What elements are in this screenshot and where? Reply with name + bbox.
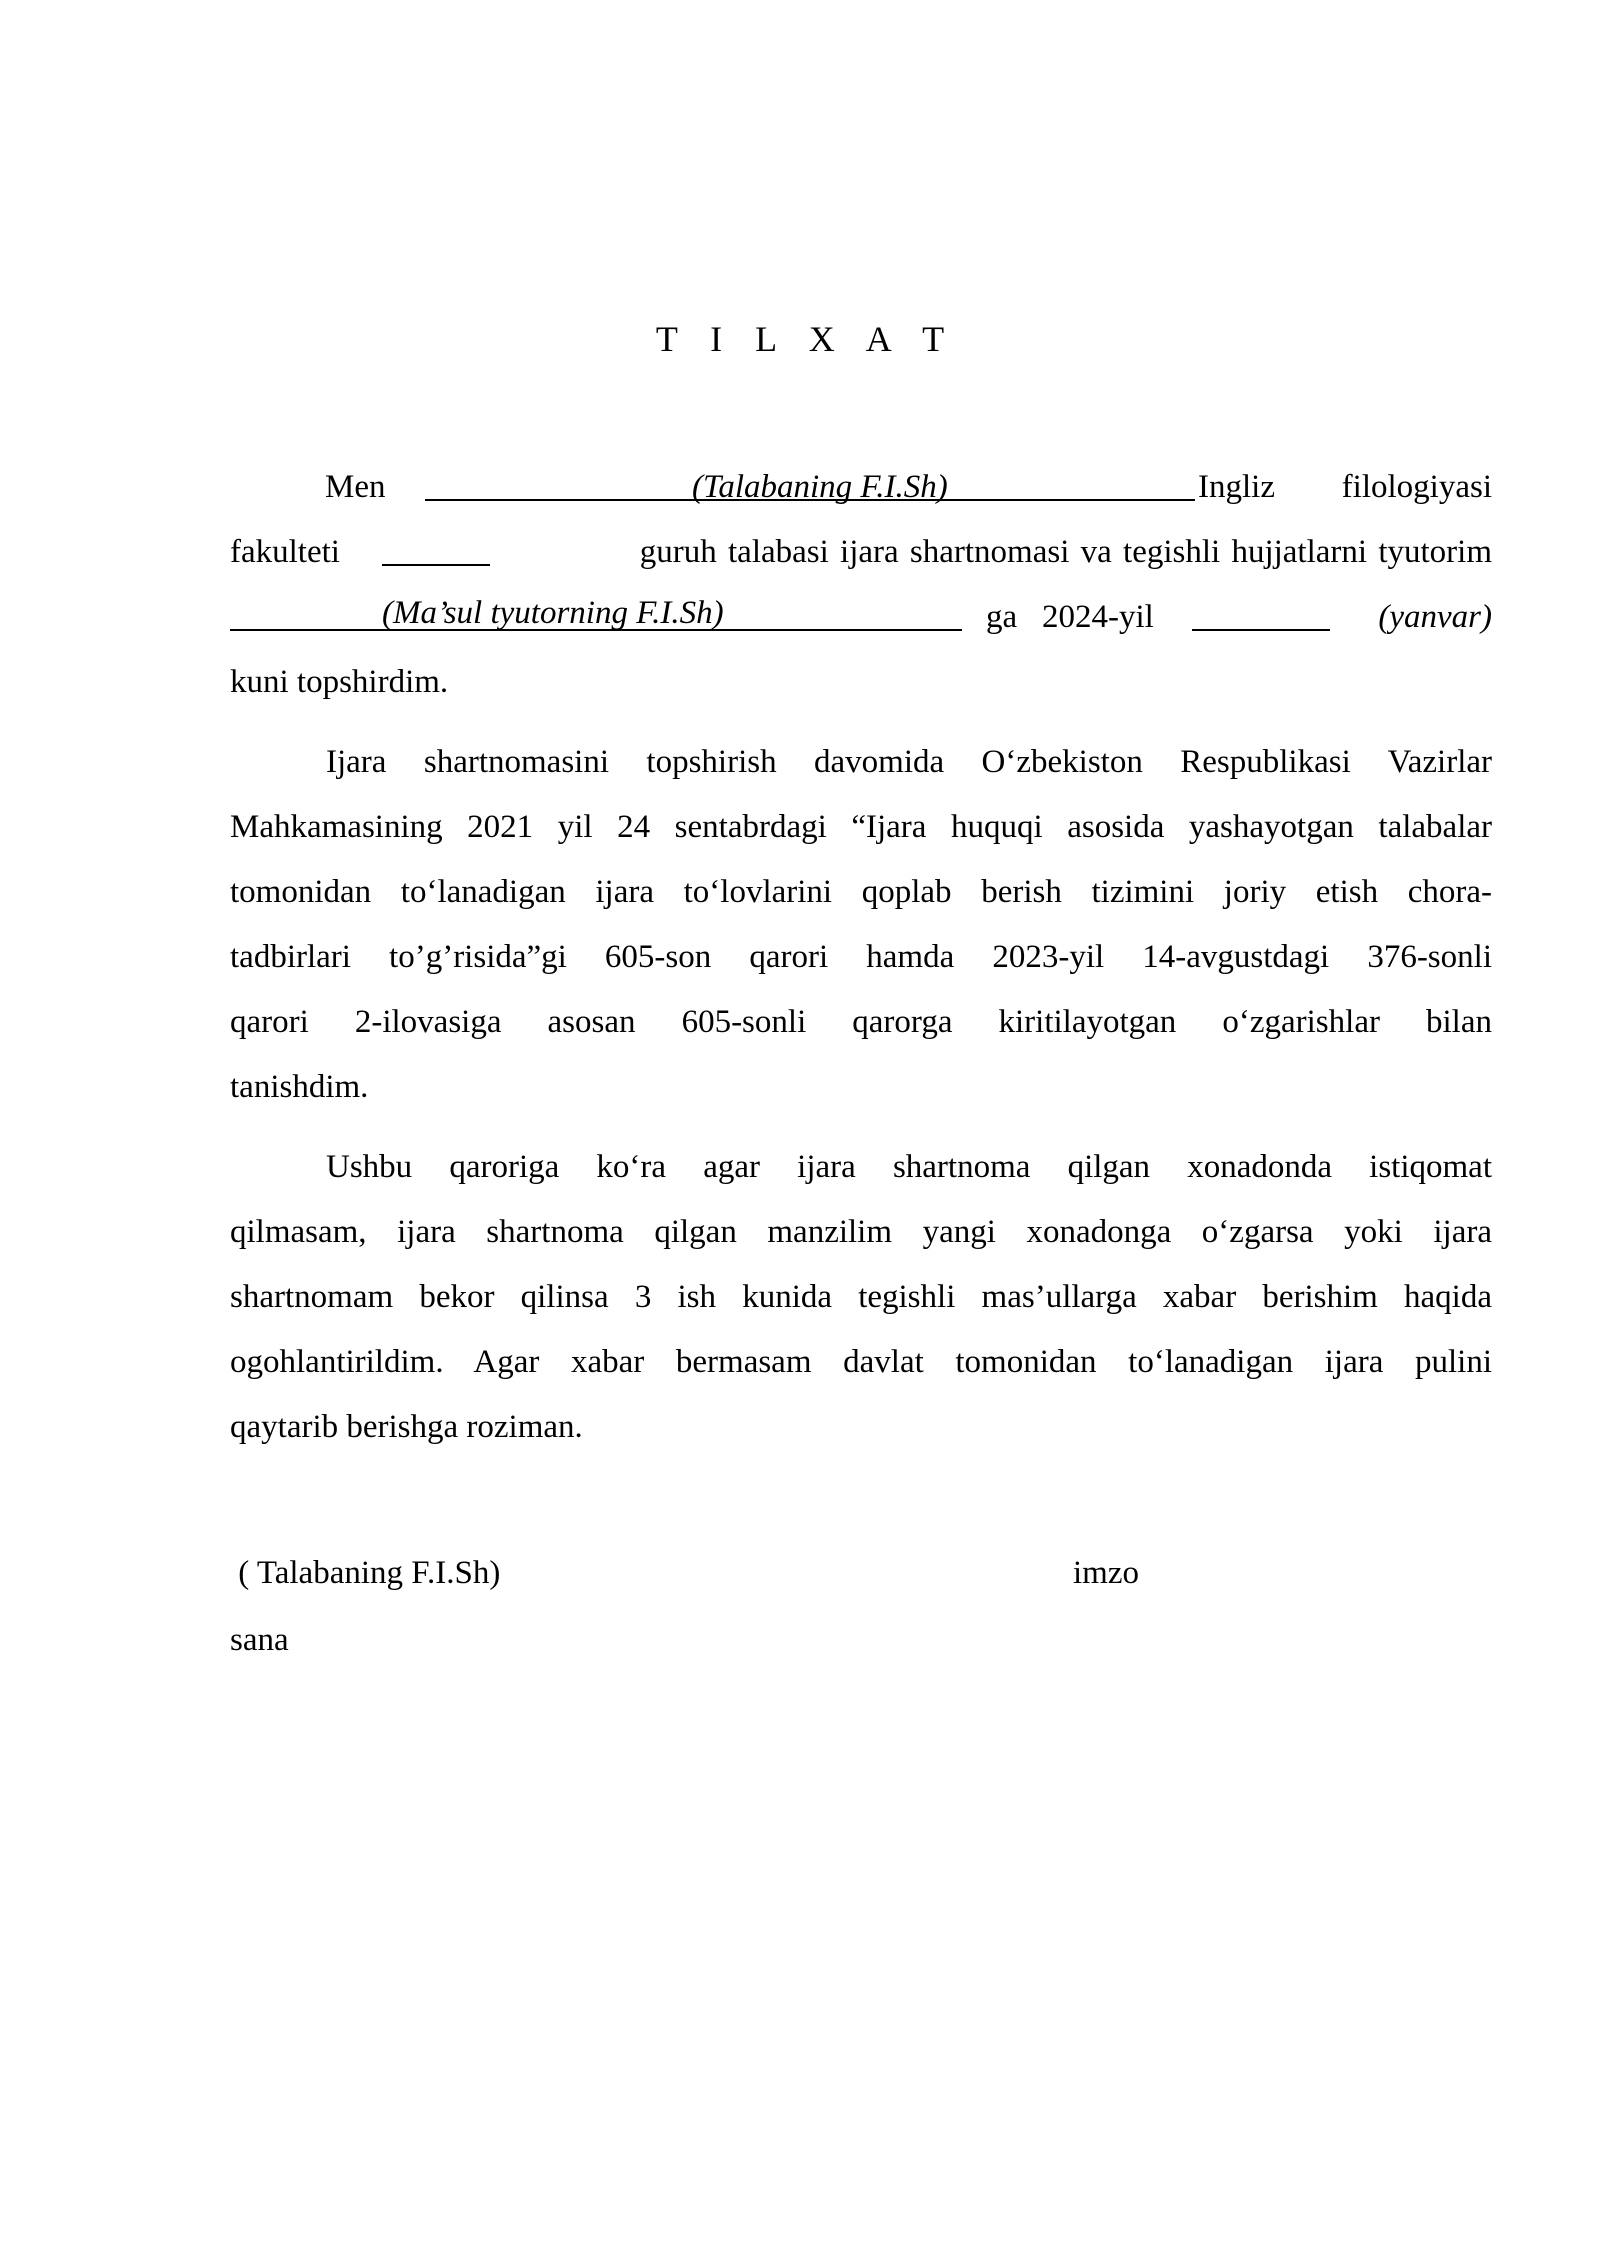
p2-line: qarori 2-ilovasiga asosan 605-sonli qarorga kiritilayotgan o‘zgarishlar bilan [230, 1004, 1492, 1040]
intro-line-3 [230, 585, 1492, 650]
p2-line: Ijara shartnomasini topshirish davomida O‘zbekiston Respublikasi Vazirlar [326, 744, 1492, 780]
intro-line-4 [230, 650, 1492, 715]
intro-line-1 [230, 455, 1492, 520]
day-blank[interactable] [1192, 585, 1330, 631]
paragraph-3 [230, 1135, 1492, 1460]
p3-line: Ushbu qaroriga ko‘ra agar ijara shartnoma qilgan xonadonda istiqomat [326, 1149, 1492, 1185]
p2-line: Mahkamasining 2021 yil 24 sentabrdagi “Ijara huquqi asosida yashayotgan talabalar [230, 809, 1492, 845]
p3-line: shartnomam bekor qilinsa 3 ish kunida tegishli mas’ullarga xabar berishim haqida [230, 1279, 1492, 1315]
p2-line: tomonidan to‘lanadigan ijara to‘lovlarini qoplab berish tizimini joriy etish chora- [230, 874, 1492, 910]
p3-line: qaytarib berishga roziman. [230, 1409, 583, 1445]
men-label: Men [325, 469, 386, 505]
p2-line: tanishdim. [230, 1069, 369, 1105]
paragraph-2 [230, 730, 1492, 1120]
intro-end-text: kuni topshirdim. [230, 664, 449, 700]
p3-line: ogohlantirildim. Agar xabar bermasam davlat tomonidan to‘lanadigan ijara pulini [230, 1344, 1492, 1380]
p3-line: qilmasam, ijara shartnoma qilgan manzilim yangi xonadonga o‘zgarsa yoki ijara [230, 1214, 1492, 1250]
intro-line-2 [230, 520, 1492, 585]
student-name-signature-label: ( Talabaning F.I.Sh) [230, 1555, 501, 1591]
tutor-name-hint: (Ma’sul tyutorning F.I.Sh) [382, 595, 724, 631]
ga-label: ga [986, 599, 1018, 635]
intro-line-2-text: guruh talabasi ijara shartnomasi va tegishli hujjatlarni tyutorim [639, 534, 1492, 570]
intro-paragraph [230, 455, 1492, 715]
year-label: 2024-yil [1042, 599, 1154, 635]
p2-line: tadbirlari to’g’risida”gi 605-son qarori hamda 2023-yil 14-avgustdagi 376-sonli [230, 939, 1492, 975]
group-blank[interactable] [382, 520, 490, 566]
fakulteti-label: fakulteti [230, 534, 340, 570]
month-hint: (yanvar) [1378, 599, 1492, 635]
date-label: sana [230, 1622, 289, 1658]
faculty-word-1: Ingliz [1198, 469, 1275, 505]
student-name-hint: (Talabaning F.I.Sh) [692, 469, 948, 505]
document-title: T I L X A T [655, 319, 957, 359]
signature-label: imzo [1073, 1555, 1139, 1591]
faculty-word-2: filologiyasi [1341, 469, 1492, 505]
